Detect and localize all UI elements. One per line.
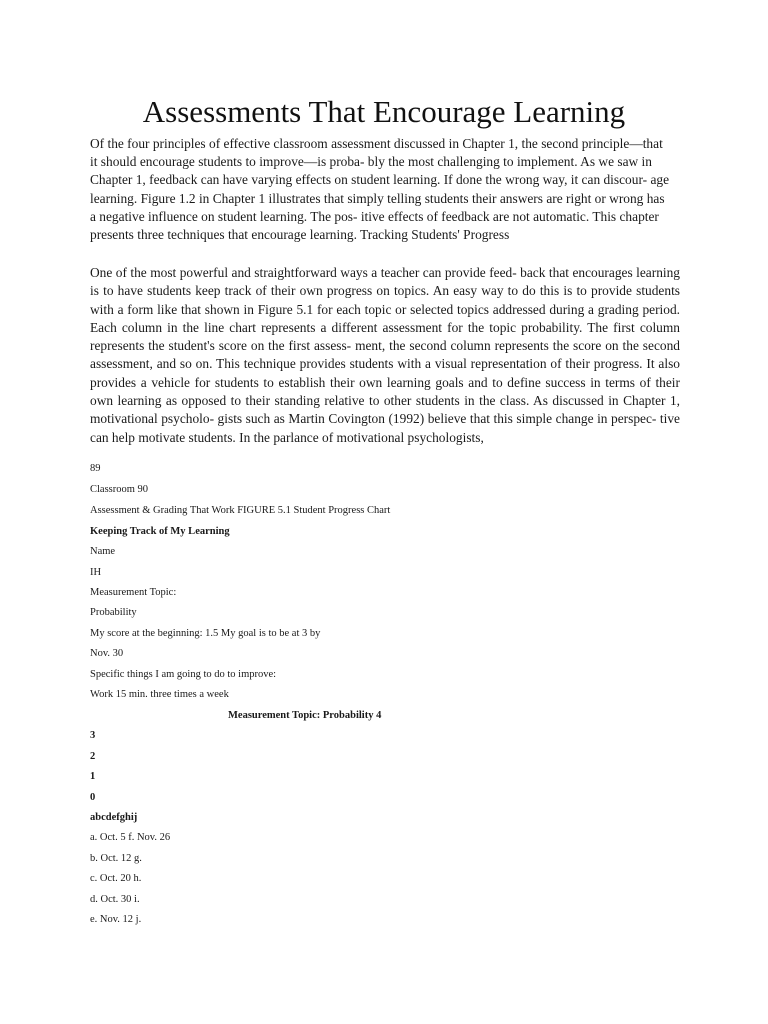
improve-value: Work 15 min. three times a week (90, 689, 229, 700)
form-heading: Keeping Track of My Learning (90, 526, 230, 537)
y-tick-label: 1 (90, 771, 96, 782)
legend-item: b. Oct. 12 g. (90, 853, 142, 864)
goal-date: Nov. 30 (90, 648, 124, 659)
legend-item: d. Oct. 30 i. (90, 894, 140, 905)
name-value: IH (90, 567, 102, 578)
legend-item: e. Nov. 12 j. (90, 914, 142, 925)
page-title: Assessments That Encourage Learning (142, 94, 626, 129)
y-tick-label: 3 (90, 730, 96, 741)
page-number: 89 (90, 463, 101, 474)
legend-item: c. Oct. 20 h. (90, 873, 142, 884)
score-line: My score at the beginning: 1.5 My goal is to be at 3 by (90, 628, 321, 639)
intro-paragraph: Of the four principles of effective classroom assessment discussed in Chapter 1, the second principle—that it should encourage students to improve—is proba- bly the most challenging to implement. As we saw in Chapter 1, feedback can have varying effects on student learning. If done the wrong way, it can discour- age learning. Figure 1.2 in Chapter 1 illustrates that simply telling students their answers are right or wrong has a negative influence on student learning. The pos- itive effects of feedback are not automatic. This chapter presents three techniques that encourage learning. Tracking Students' Progress (90, 136, 670, 243)
topic-label: Measurement Topic: (90, 587, 177, 598)
topic-value: Probability (90, 607, 137, 618)
body-paragraph: One of the most powerful and straightforward ways a teacher can provide feed- back that encourages learning is to have students keep track of their own progress on topics. An easy way to do this is to provide students with a form like that shown in Figure 5.1 for each topic or selected topics addressed during a grading period. Each column in the line chart represents a different assessment for the topic probability. The first column represents the student's score on the first assess- ment, the second column represents the score on the second assessment, and so on. This technique provides students with a visual representation of their progress. It also provides a vehicle for students to establish their own learning goals and to define success in terms of their own learning as opposed to their standing relative to other students in the class. As discussed in Chapter 1, motivational psycholo- gists such as Martin Covington (1992) believe that this simple change in perspec- tive can help motivate students. In the parlance of motivational psychologists, (90, 265, 680, 445)
running-header: Classroom 90 (90, 484, 149, 495)
x-axis-letters: abcdefghij (90, 812, 138, 823)
y-tick-label: 0 (90, 792, 96, 803)
figure-caption: Assessment & Grading That Work FIGURE 5.1 Student Progress Chart (90, 505, 391, 516)
chart-title: Measurement Topic: Probability 4 (228, 710, 382, 721)
improve-label: Specific things I am going to do to improve: (90, 669, 277, 680)
name-label: Name (90, 546, 116, 557)
y-tick-label: 2 (90, 751, 96, 762)
legend-item: a. Oct. 5 f. Nov. 26 (90, 832, 171, 843)
